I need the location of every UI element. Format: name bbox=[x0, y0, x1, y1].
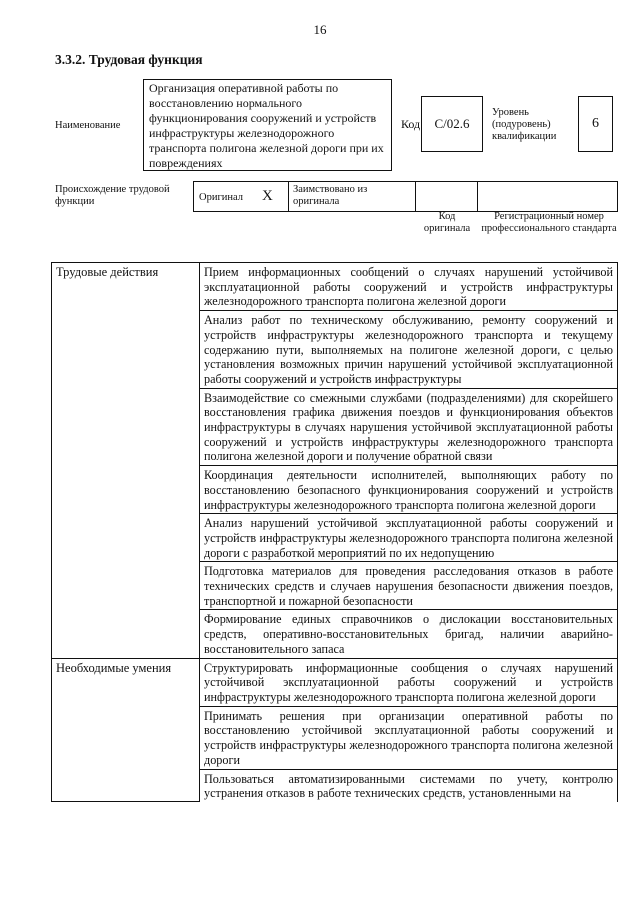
origin-label: Происхождение трудовой функции bbox=[55, 184, 170, 207]
borrowed-label: Заимствовано из оригинала bbox=[293, 184, 368, 207]
code-box bbox=[421, 96, 483, 152]
level-box bbox=[578, 96, 613, 152]
skill-item: Пользоваться автоматизированными системами по учету, контролю устранения отказов в работе технических средств, установленными на bbox=[200, 769, 618, 802]
action-item: Подготовка материалов для проведения расследования отказов в работе технических средств и случаев нарушения безопасности движения поездов, транспортной и пожарной безопасности bbox=[200, 562, 618, 610]
level-label: Уровень (подуровень) квалификации bbox=[492, 107, 557, 142]
code-value: C/02.6 bbox=[434, 116, 470, 131]
action-item: Анализ нарушений устойчивой эксплуатационной работы сооружений и устройств инфраструктуры железнодорожного транспорта полигона железной дороги с разработкой мероприятий по их недопущению bbox=[200, 514, 618, 562]
reg-number-caption: Регистрационный номер профессионального стандарта bbox=[481, 211, 617, 234]
table-row bbox=[52, 263, 618, 311]
function-name: Организация оперативной работы по восстановлению нормального функционирования сооружений и устройств инфраструктуры железнодорожного транспорта полигона железной дороги при их повреждениях bbox=[149, 81, 384, 170]
section-title: 3.3.2. Трудовая функция bbox=[55, 52, 203, 67]
category-cell: Необходимые умения bbox=[52, 658, 200, 802]
page-number: 16 bbox=[313, 22, 327, 37]
action-item: Взаимодействие со смежными службами (подразделениями) для скорейшего восстановления графика движения поездов и функционирования объектов инфраструктуры в случаях нарушения устойчивой эксплуатационной работы сооружений и устройств инфраструктуры железнодорожного транспорта полигона железной дороги и получение обратной связи bbox=[200, 388, 618, 466]
skill-item: Принимать решения при организации оперативной работы по восстановлению устойчивой эксплуатационной работы сооружений и устройств инфраструктуры железнодорожного транспорта полигона железной дороги bbox=[200, 706, 618, 769]
table-row bbox=[52, 658, 618, 706]
original-code-caption: Код оригинала bbox=[423, 211, 471, 234]
original-label: Оригинал bbox=[199, 192, 243, 203]
original-code-box bbox=[415, 181, 478, 212]
category-cell: Трудовые действия bbox=[52, 263, 200, 659]
function-name-box bbox=[143, 79, 392, 171]
functions-table bbox=[51, 262, 618, 802]
name-label: Наименование bbox=[55, 120, 121, 131]
skill-item: Структурировать информационные сообщения о случаях нарушений устойчивой эксплуатационной работы сооружений и устройств инфраструктуры железнодорожного транспорта полигона железной дороги bbox=[200, 658, 618, 706]
origin-divider bbox=[288, 181, 289, 212]
code-label: Код bbox=[401, 117, 421, 131]
action-item: Анализ работ по техническому обслуживанию, ремонту сооружений и устройств инфраструктуры железнодорожного транспорта и текущему содержанию пути, выполняемых на полигоне железной дороги, с целью установления возможных причин нарушений устойчивой эксплуатационной работы сооружений и устройств инфраструктуры bbox=[200, 311, 618, 389]
action-item: Прием информационных сообщений о случаях нарушений устойчивой эксплуатационной работы сооружений и устройств инфраструктуры железнодорожного транспорта полигона железной дороги bbox=[200, 263, 618, 311]
original-mark: X bbox=[262, 188, 273, 204]
level-value: 6 bbox=[592, 116, 599, 131]
action-item: Координация деятельности исполнителей, выполняющих работу по восстановлению безопасного функционирования сооружений и устройств инфраструктуры железнодорожного транспорта полигона железной дороги bbox=[200, 466, 618, 514]
reg-number-box bbox=[477, 181, 618, 212]
action-item: Формирование единых справочников о дислокации восстановительных средств, оперативно-восстановительных бригад, наличии аварийно-восстановительного запаса bbox=[200, 610, 618, 658]
